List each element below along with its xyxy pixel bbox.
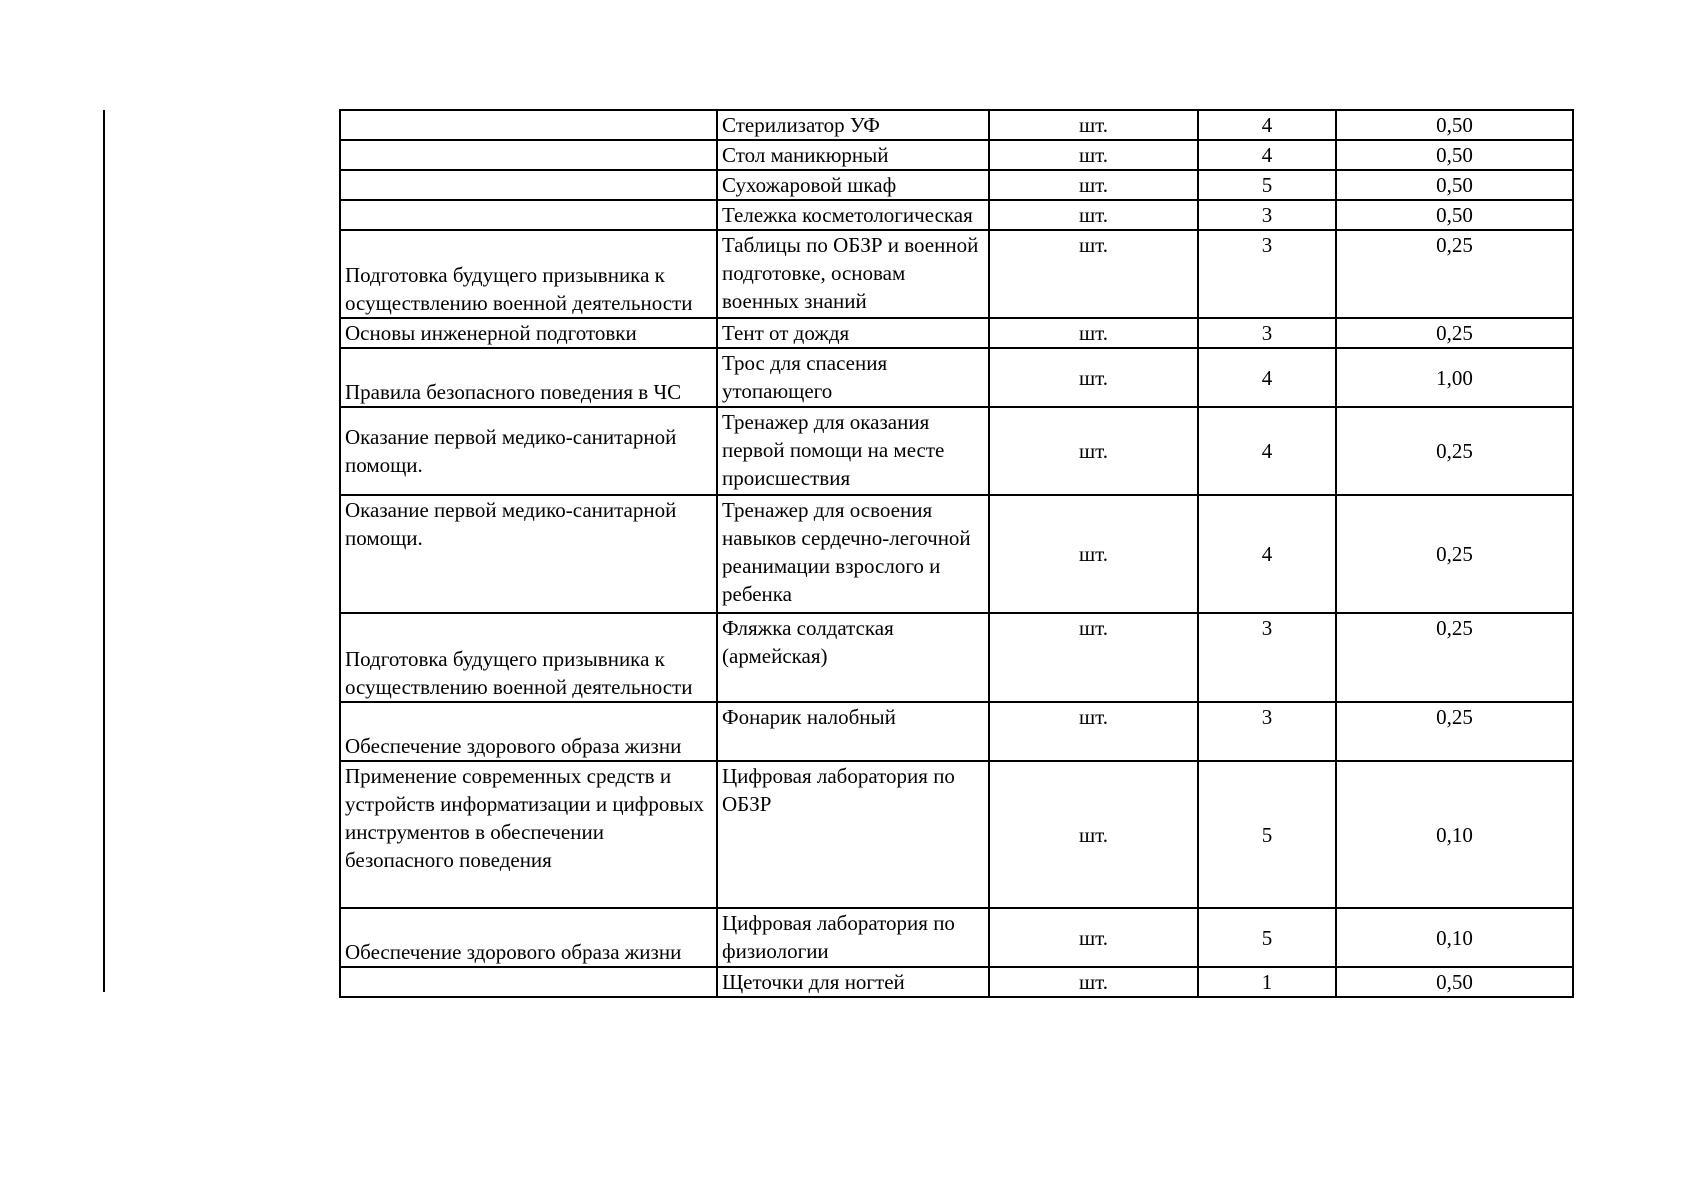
equipment-table	[339, 109, 1574, 998]
section-cell: Применение современных средств и устройств информатизации и цифровых инструментов в обеспечении безопасного поведения	[340, 761, 717, 908]
coefficient-cell: 0,10	[1336, 761, 1573, 908]
unit-cell: шт.	[989, 407, 1198, 495]
quantity-cell: 5	[1198, 761, 1336, 908]
item-cell: Трос для спасения утопающего	[717, 348, 989, 407]
item-cell: Фонарик налобный	[717, 702, 989, 761]
item-cell: Тренажер для оказания первой помощи на месте происшествия	[717, 407, 989, 495]
unit-cell: шт.	[989, 140, 1198, 170]
quantity-cell: 4	[1198, 495, 1336, 613]
section-cell	[340, 967, 717, 997]
table-row	[340, 318, 1573, 348]
unit-cell: шт.	[989, 200, 1198, 230]
unit-cell: шт.	[989, 702, 1198, 761]
section-cell	[340, 110, 717, 140]
quantity-cell: 3	[1198, 613, 1336, 702]
item-cell: Стерилизатор УФ	[717, 110, 989, 140]
coefficient-cell: 0,50	[1336, 967, 1573, 997]
coefficient-cell: 0,25	[1336, 702, 1573, 761]
coefficient-cell: 0,50	[1336, 140, 1573, 170]
unit-cell: шт.	[989, 908, 1198, 967]
table-row	[340, 140, 1573, 170]
section-cell	[340, 140, 717, 170]
coefficient-cell: 0,25	[1336, 318, 1573, 348]
coefficient-cell: 0,50	[1336, 170, 1573, 200]
section-cell	[340, 200, 717, 230]
table-row	[340, 495, 1573, 613]
left-margin-rule	[103, 110, 105, 992]
unit-cell: шт.	[989, 110, 1198, 140]
section-cell: Подготовка будущего призывника к осуществлению военной деятельности	[340, 230, 717, 318]
coefficient-cell: 0,50	[1336, 200, 1573, 230]
table-row	[340, 967, 1573, 997]
table-row	[340, 407, 1573, 495]
table-row	[340, 702, 1573, 761]
item-cell: Фляжка солдатская (армейская)	[717, 613, 989, 702]
quantity-cell: 5	[1198, 908, 1336, 967]
unit-cell: шт.	[989, 348, 1198, 407]
item-cell: Тренажер для освоения навыков сердечно-легочной реанимации взрослого и ребенка	[717, 495, 989, 613]
section-cell: Оказание первой медико-санитарной помощи.	[340, 407, 717, 495]
section-cell: Обеспечение здорового образа жизни	[340, 908, 717, 967]
unit-cell: шт.	[989, 170, 1198, 200]
table-row	[340, 348, 1573, 407]
quantity-cell: 4	[1198, 348, 1336, 407]
unit-cell: шт.	[989, 613, 1198, 702]
table-row	[340, 761, 1573, 908]
item-cell: Цифровая лаборатория по физиологии	[717, 908, 989, 967]
item-cell: Тележка косметологическая	[717, 200, 989, 230]
table-row	[340, 613, 1573, 702]
coefficient-cell: 0,25	[1336, 230, 1573, 318]
coefficient-cell: 0,25	[1336, 495, 1573, 613]
quantity-cell: 4	[1198, 407, 1336, 495]
section-cell: Оказание первой медико-санитарной помощи.	[340, 495, 717, 613]
coefficient-cell: 1,00	[1336, 348, 1573, 407]
unit-cell: шт.	[989, 230, 1198, 318]
quantity-cell: 4	[1198, 110, 1336, 140]
section-cell: Основы инженерной подготовки	[340, 318, 717, 348]
table-row	[340, 110, 1573, 140]
quantity-cell: 1	[1198, 967, 1336, 997]
coefficient-cell: 0,10	[1336, 908, 1573, 967]
item-cell: Щеточки для ногтей	[717, 967, 989, 997]
coefficient-cell: 0,25	[1336, 613, 1573, 702]
quantity-cell: 3	[1198, 230, 1336, 318]
table-row	[340, 200, 1573, 230]
unit-cell: шт.	[989, 318, 1198, 348]
table-row	[340, 230, 1573, 318]
quantity-cell: 3	[1198, 200, 1336, 230]
unit-cell: шт.	[989, 761, 1198, 908]
section-cell: Правила безопасного поведения в ЧС	[340, 348, 717, 407]
item-cell: Таблицы по ОБЗР и военной подготовке, основам военных знаний	[717, 230, 989, 318]
unit-cell: шт.	[989, 967, 1198, 997]
quantity-cell: 3	[1198, 318, 1336, 348]
quantity-cell: 4	[1198, 140, 1336, 170]
item-cell: Тент от дождя	[717, 318, 989, 348]
item-cell: Стол маникюрный	[717, 140, 989, 170]
quantity-cell: 3	[1198, 702, 1336, 761]
item-cell: Сухожаровой шкаф	[717, 170, 989, 200]
unit-cell: шт.	[989, 495, 1198, 613]
table-row	[340, 170, 1573, 200]
quantity-cell: 5	[1198, 170, 1336, 200]
coefficient-cell: 0,50	[1336, 110, 1573, 140]
section-cell	[340, 170, 717, 200]
section-cell: Обеспечение здорового образа жизни	[340, 702, 717, 761]
item-cell: Цифровая лаборатория по ОБЗР	[717, 761, 989, 908]
section-cell: Подготовка будущего призывника к осуществлению военной деятельности	[340, 613, 717, 702]
coefficient-cell: 0,25	[1336, 407, 1573, 495]
table-row	[340, 908, 1573, 967]
